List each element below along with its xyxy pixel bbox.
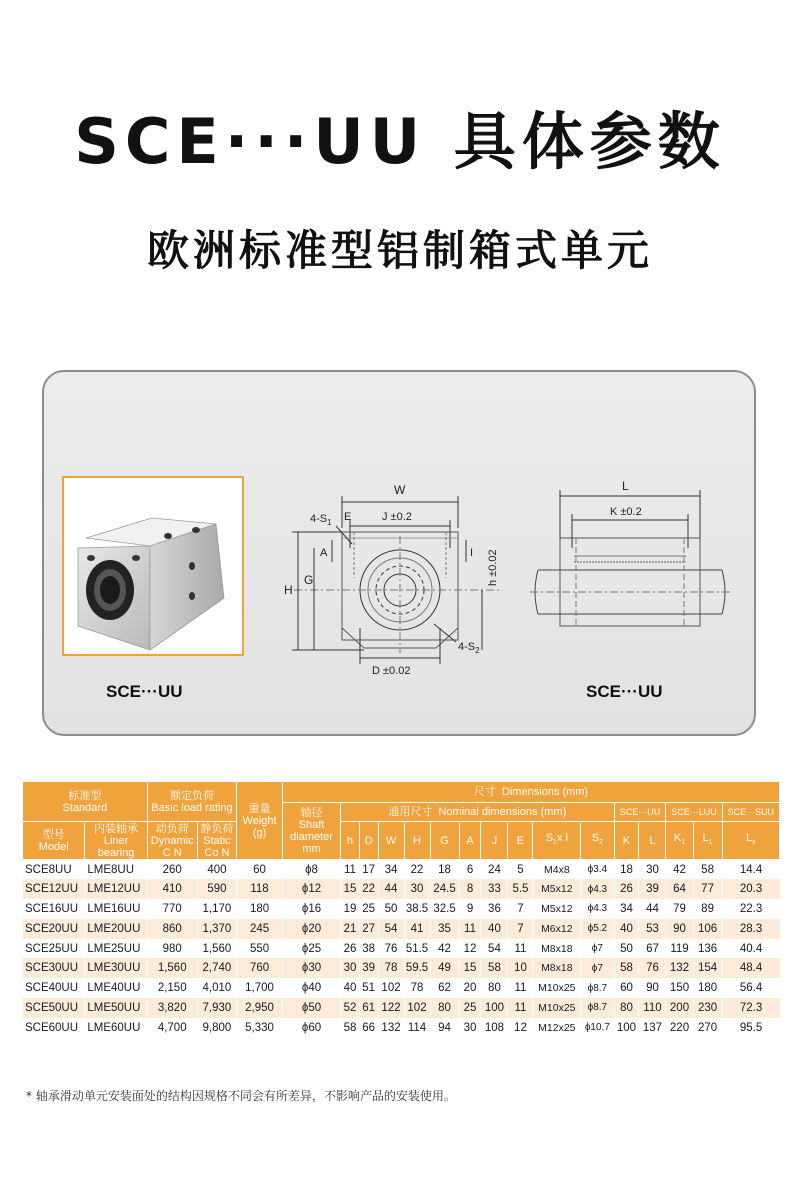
table-cell: 20 [459,978,481,998]
table-cell: 79 [666,899,693,919]
table-cell: 15 [341,879,360,899]
table-cell: 12 [508,1018,533,1038]
dim-K: K ±0.2 [610,506,642,518]
table-cell: 24.5 [430,879,459,899]
table-cell: 40 [481,919,508,939]
table-cell: ϕ8.7 [581,978,614,998]
table-cell: LME30UU [85,958,147,978]
table-cell: ϕ25 [282,939,340,959]
th-E: E [508,822,533,860]
table-cell: ϕ40 [282,978,340,998]
table-cell: 51.5 [404,939,430,959]
th-shaft: 轴径 Shaft diameter mm [282,803,340,860]
th-load: 额定负荷 Basic load rating [147,782,236,822]
th-Sxl: $S_1x$ l [533,822,581,860]
table-cell: ϕ50 [282,998,340,1018]
th-L: L [639,822,666,860]
table-cell: 10 [508,958,533,978]
table-cell: ϕ30 [282,958,340,978]
table-row [23,978,780,998]
dim-A: A [320,547,328,559]
table-cell: 11 [508,998,533,1018]
table-cell: 245 [237,919,283,939]
product-photo [62,476,244,656]
table-cell: 38.5 [404,899,430,919]
table-cell: 49 [430,958,459,978]
table-cell: 2,740 [197,958,237,978]
th-A: A [459,822,481,860]
table-cell: ϕ5.2 [581,919,614,939]
table-cell: 42 [430,939,459,959]
page-title: SCE···UU 具体参数 [74,105,726,178]
table-cell: 58 [341,1018,360,1038]
th-H: H [404,822,430,860]
table-cell: 54 [481,939,508,959]
table-cell: 41 [404,919,430,939]
table-cell: 28.3 [722,919,779,939]
table-cell: 26 [341,939,360,959]
table-cell: 180 [237,899,283,919]
table-cell: 62 [430,978,459,998]
table-cell: ϕ4.3 [581,899,614,919]
dim-H: H [284,583,293,597]
dim-D: D ±0.02 [372,665,411,677]
dim-S2: 4-S [458,641,476,653]
table-row [23,879,780,899]
th-K: K [614,822,639,860]
table-cell: 136 [693,939,722,959]
table-cell: 260 [147,860,197,880]
th-S2: $S_2$ [581,822,614,860]
th-D: D [359,822,378,860]
table-cell: 2,950 [237,998,283,1018]
table-cell: 76 [378,939,404,959]
table-cell: 77 [693,879,722,899]
table-cell: 24 [481,860,508,880]
table-cell: 21 [341,919,360,939]
table-cell: 58 [614,958,639,978]
dim-S1: 4-S [310,513,328,525]
table-cell: 7 [508,919,533,939]
front-view-drawing [270,478,530,678]
table-cell: 95.5 [722,1018,779,1038]
th-L1: $L_1$ [693,822,722,860]
table-cell: 4,010 [197,978,237,998]
table-cell: 89 [693,899,722,919]
table-cell: 17 [359,860,378,880]
th-G: G [430,822,459,860]
table-cell: 5.5 [508,879,533,899]
table-cell: ϕ16 [282,899,340,919]
table-cell: 76 [639,958,666,978]
table-cell: 122 [378,998,404,1018]
table-cell: 770 [147,899,197,919]
dim-S1-sub: 1 [327,518,332,527]
table-cell: 27 [359,919,378,939]
dim-S2-sub: 2 [475,646,480,655]
table-cell: 1,170 [197,899,237,919]
table-cell: 51 [359,978,378,998]
table-cell: 1,700 [237,978,283,998]
table-cell: 7,930 [197,998,237,1018]
table-cell: 90 [666,919,693,939]
table-cell: 1,560 [147,958,197,978]
table-row [23,958,780,978]
table-cell: 40 [341,978,360,998]
table-cell: 18 [614,860,639,880]
dim-W: W [394,483,406,497]
table-cell: SCE20UU [23,919,85,939]
dim-J: J ±0.2 [382,511,412,523]
dim-E: E [344,511,352,523]
table-row [23,939,780,959]
table-cell: 32.5 [430,899,459,919]
table-cell: ϕ20 [282,919,340,939]
table-cell: LME50UU [85,998,147,1018]
table-cell: 78 [378,958,404,978]
table-cell: 4,700 [147,1018,197,1038]
table-cell: 11 [341,860,360,880]
table-cell: 80 [481,978,508,998]
table-cell: M5x12 [533,879,581,899]
table-cell: 102 [404,998,430,1018]
th-standard: 标准型 Standard [23,782,148,822]
table-cell: 60 [614,978,639,998]
table-cell: ϕ4.3 [581,879,614,899]
table-cell: 35 [430,919,459,939]
linear-bearing-unit-illustration [64,478,242,654]
table-cell: 1,560 [197,939,237,959]
table-cell: 100 [614,1018,639,1038]
table-cell: 9,800 [197,1018,237,1038]
table-cell: 30 [404,879,430,899]
table-cell: 22.3 [722,899,779,919]
th-static: 静负荷 Static Co N [197,822,237,860]
th-group-uu: SCE···UU [614,803,666,822]
table-cell: 25 [459,998,481,1018]
photo-label: SCE···UU [106,682,183,701]
table-cell: 58 [693,860,722,880]
table-cell: 66 [359,1018,378,1038]
table-cell: ϕ60 [282,1018,340,1038]
table-cell: M4x8 [533,860,581,880]
table-cell: 119 [666,939,693,959]
table-cell: 38 [359,939,378,959]
table-cell: ϕ7 [581,939,614,959]
table-cell: LME8UU [85,860,147,880]
svg-text:4-S1 [310,513,332,527]
table-cell: 40.4 [722,939,779,959]
side-view-drawing [530,478,730,638]
table-cell: 132 [378,1018,404,1038]
th-dynamic: 动负荷 Dynamic C N [147,822,197,860]
table-cell: LME40UU [85,978,147,998]
table-cell: 14.4 [722,860,779,880]
table-cell: LME12UU [85,879,147,899]
table-cell: 56.4 [722,978,779,998]
th-h: h [341,822,360,860]
table-cell: 154 [693,958,722,978]
table-cell: 6 [459,860,481,880]
spec-table [22,781,780,1038]
table-row [23,1018,780,1038]
table-cell: 48.4 [722,958,779,978]
table-cell: 40 [614,919,639,939]
table-cell: LME25UU [85,939,147,959]
table-cell: 180 [693,978,722,998]
table-cell: 11 [459,919,481,939]
table-cell: 760 [237,958,283,978]
table-cell: 590 [197,879,237,899]
table-cell: 980 [147,939,197,959]
table-cell: 1,370 [197,919,237,939]
table-cell: 550 [237,939,283,959]
svg-text:4-S2 [458,641,480,655]
table-cell: SCE40UU [23,978,85,998]
table-cell: SCE60UU [23,1018,85,1038]
table-row [23,919,780,939]
table-cell: 410 [147,879,197,899]
table-cell: 220 [666,1018,693,1038]
table-cell: SCE12UU [23,879,85,899]
table-cell: 30 [341,958,360,978]
table-cell: 18 [430,860,459,880]
table-cell: 25 [359,899,378,919]
table-cell: 110 [639,998,666,1018]
table-cell: SCE8UU [23,860,85,880]
table-cell: 2,150 [147,978,197,998]
table-cell: 52 [341,998,360,1018]
table-cell: 20.3 [722,879,779,899]
table-cell: 67 [639,939,666,959]
table-cell: 33 [481,879,508,899]
table-cell: 270 [693,1018,722,1038]
table-cell: ϕ10.7 [581,1018,614,1038]
table-cell: M8x18 [533,958,581,978]
table-cell: 26 [614,879,639,899]
table-cell: 90 [639,978,666,998]
table-cell: 12 [459,939,481,959]
table-cell: M6x12 [533,919,581,939]
table-cell: 54 [378,919,404,939]
th-nominal: 通用尺寸 Nominal dimensions (mm) [341,803,614,822]
table-cell: 15 [459,958,481,978]
table-cell: 34 [614,899,639,919]
table-cell: M12x25 [533,1018,581,1038]
table-cell: 60 [237,860,283,880]
table-cell: 39 [639,879,666,899]
table-cell: 22 [404,860,430,880]
table-cell: 108 [481,1018,508,1038]
table-cell: 34 [378,860,404,880]
dim-L: L [622,479,629,493]
table-cell: M5x12 [533,899,581,919]
table-cell: 30 [459,1018,481,1038]
table-cell: 11 [508,978,533,998]
table-cell: 100 [481,998,508,1018]
table-cell: M8x18 [533,939,581,959]
table-cell: M10x25 [533,998,581,1018]
dim-I: I [470,547,474,559]
table-cell: 19 [341,899,360,919]
th-group-suu: SCE···SUU [722,803,779,822]
th-W: W [378,822,404,860]
table-cell: 11 [508,939,533,959]
table-cell: 150 [666,978,693,998]
table-cell: 7 [508,899,533,919]
table-cell: 44 [378,879,404,899]
table-cell: ϕ12 [282,879,340,899]
table-cell: LME20UU [85,919,147,939]
table-cell: SCE16UU [23,899,85,919]
table-cell: 132 [666,958,693,978]
dim-h: h ±0.02 [487,549,499,586]
table-cell: 44 [639,899,666,919]
table-cell: 80 [430,998,459,1018]
page-subtitle: 欧洲标准型铝制箱式单元 [146,226,653,275]
th-bearing: 内装轴承 Liner bearing [85,822,147,860]
table-cell: 5,330 [237,1018,283,1038]
table-cell: 53 [639,919,666,939]
table-cell: 30 [639,860,666,880]
table-cell: ϕ7 [581,958,614,978]
table-cell: 5 [508,860,533,880]
table-cell: 400 [197,860,237,880]
table-cell: 64 [666,879,693,899]
table-cell: 80 [614,998,639,1018]
drawing-label: SCE···UU [586,682,663,701]
th-K1: $K_1$ [666,822,693,860]
table-cell: 59.5 [404,958,430,978]
table-cell: 137 [639,1018,666,1038]
table-cell: SCE50UU [23,998,85,1018]
table-cell: ϕ8 [282,860,340,880]
dim-G: G [304,573,314,587]
table-cell: 8 [459,879,481,899]
table-row [23,998,780,1018]
th-model: 型号 Model [23,822,85,860]
th-Ls: $L_s$ [722,822,779,860]
table-cell: 200 [666,998,693,1018]
table-cell: 3,820 [147,998,197,1018]
table-cell: 860 [147,919,197,939]
table-cell: 42 [666,860,693,880]
table-cell: LME60UU [85,1018,147,1038]
table-cell: M10x25 [533,978,581,998]
table-cell: ϕ8.7 [581,998,614,1018]
table-cell: 58 [481,958,508,978]
table-cell: 102 [378,978,404,998]
table-cell: SCE30UU [23,958,85,978]
table-cell: 106 [693,919,722,939]
table-cell: 36 [481,899,508,919]
table-cell: SCE25UU [23,939,85,959]
table-cell: 118 [237,879,283,899]
th-dimensions: 尺寸 Dimensions (mm) [282,782,779,803]
footnote: * 轴承滑动单元安装面处的结构因规格不同会有所差异，不影响产品的安装使用。 [26,1089,456,1103]
table-cell: 22 [359,879,378,899]
table-row [23,899,780,919]
table-cell: 72.3 [722,998,779,1018]
th-weight: 重量 Weight (g) [237,782,283,860]
table-cell: LME16UU [85,899,147,919]
table-cell: 50 [378,899,404,919]
table-row [23,860,780,880]
table-cell: 9 [459,899,481,919]
table-cell: 94 [430,1018,459,1038]
table-cell: 230 [693,998,722,1018]
table-cell: 78 [404,978,430,998]
th-group-luu: SCE···LUU [666,803,722,822]
table-cell: ϕ3.4 [581,860,614,880]
table-cell: 114 [404,1018,430,1038]
spec-table-body [23,860,780,1038]
table-cell: 50 [614,939,639,959]
th-J: J [481,822,508,860]
table-cell: 39 [359,958,378,978]
table-cell: 61 [359,998,378,1018]
